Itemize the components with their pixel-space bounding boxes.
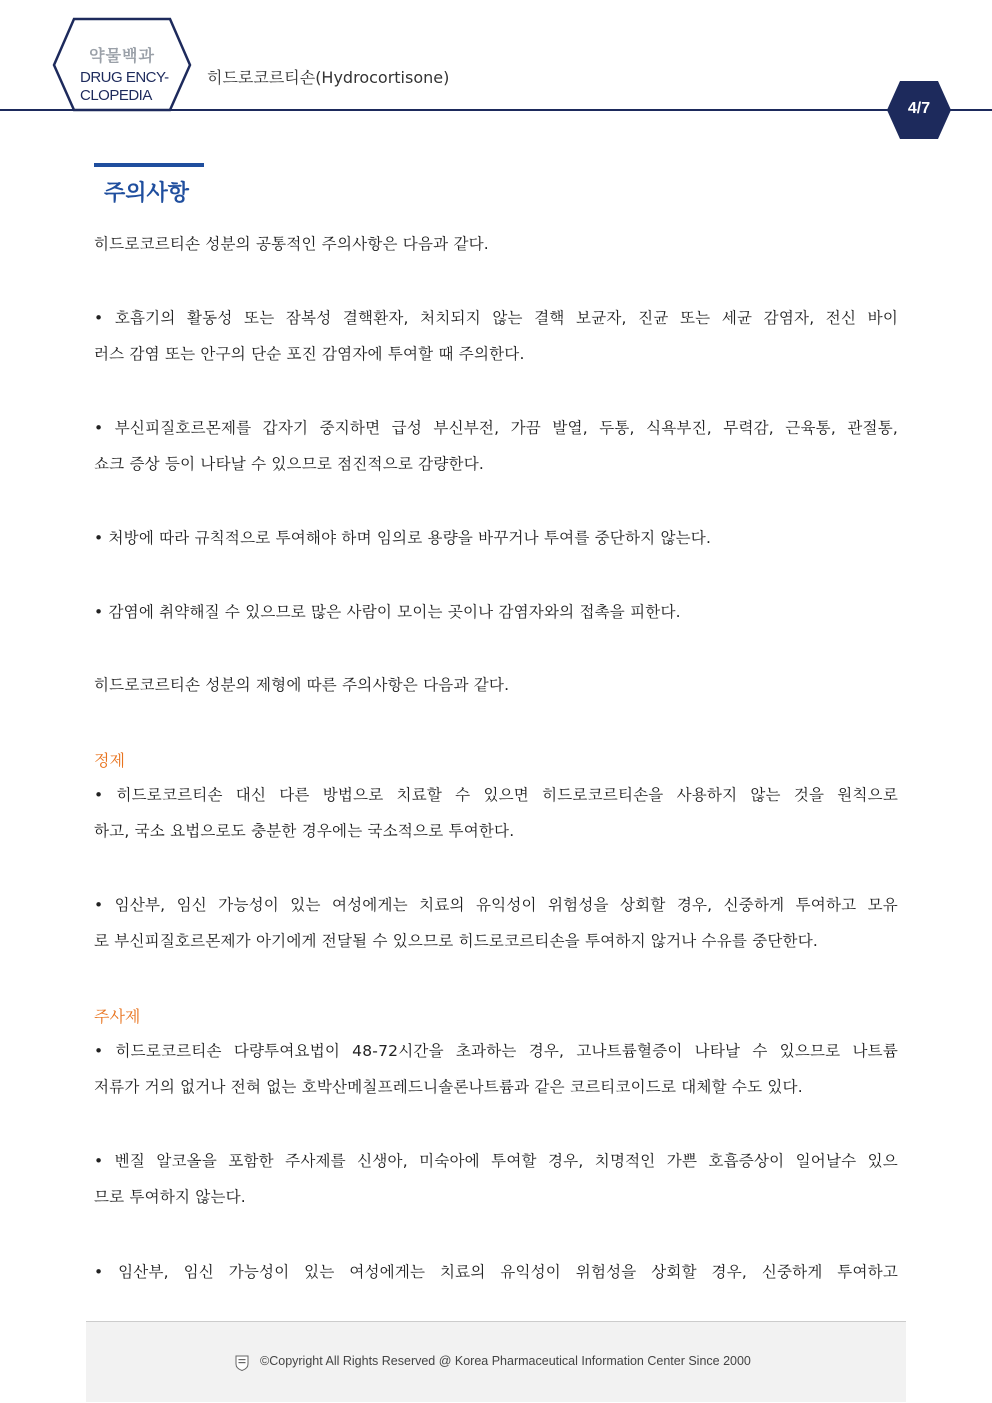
kpic-emblem-icon xyxy=(235,1355,249,1371)
document-title: 히드로코르티손(Hydrocortisone) xyxy=(207,68,450,87)
list-item xyxy=(94,1033,898,1105)
list-item xyxy=(94,594,898,630)
list-item-line: • 임산부, 임신 가능성이 있는 여성에게는 치료의 유익성이 위험성을 상회할 경우, 신중하게 투여하고 모유 xyxy=(94,896,898,914)
page-number: 4/7 xyxy=(907,100,931,117)
list-item-line: 쇼크 증상 등이 나타날 수 있으므로 점진적으로 감량한다. xyxy=(94,455,484,473)
section-title-bar xyxy=(94,163,204,167)
list-item xyxy=(94,887,898,959)
list-item-line: 므로 투여하지 않는다. xyxy=(94,1188,246,1206)
list-item xyxy=(94,1254,898,1290)
footer xyxy=(86,1321,906,1402)
section-title: 주의사항 xyxy=(104,181,190,206)
logo-english-line1: DRUG ENCY- xyxy=(80,69,169,86)
list-item-line: • 부신피질호르몬제를 갑자기 중지하면 급성 부신부전, 가끔 발열, 두통, 식욕부진, 무력감, 근육통, 관절통, xyxy=(94,419,898,437)
list-item xyxy=(94,1143,898,1215)
list-item-line: 하고, 국소 요법으로도 충분한 경우에는 국소적으로 투여한다. xyxy=(94,822,515,840)
list-item-line: 로 부신피질호르몬제가 아기에게 전달될 수 있으므로 히드로코르티손을 투여하지 않거나 수유를 중단한다. xyxy=(94,932,819,950)
list-item xyxy=(94,410,898,482)
common-intro: 히드로코르티손 성분의 공통적인 주의사항은 다음과 같다. xyxy=(94,235,489,253)
tablet-heading: 정제 xyxy=(94,751,125,770)
page-number-badge xyxy=(886,80,952,140)
drug-encyclopedia-logo xyxy=(52,17,192,113)
list-item-line: • 호흡기의 활동성 또는 잠복성 결핵환자, 처치되지 않는 결핵 보균자, 진균 또는 세균 감염자, 전신 바이 xyxy=(94,309,898,327)
list-item-line: • 감염에 취약해질 수 있으므로 많은 사람이 모이는 곳이나 감염자와의 접촉을 피한다. xyxy=(94,603,681,621)
list-item xyxy=(94,520,898,556)
list-item-line: • 벤질 알코올을 포함한 주사제를 신생아, 미숙아에 투여할 경우, 치명적인 가쁜 호흡증상이 일어날수 있으 xyxy=(94,1152,898,1170)
logo-english-text xyxy=(80,69,176,105)
list-item-line: • 히드로코르티손 대신 다른 방법으로 치료할 수 있으면 히드로코르티손을 사용하지 않는 것을 원칙으로 xyxy=(94,786,898,804)
list-item-line: 저류가 거의 없거나 전혀 없는 호박산메칠프레드니솔론나트륨과 같은 코르티코이드로 대체할 수도 있다. xyxy=(94,1078,803,1096)
injection-heading: 주사제 xyxy=(94,1007,141,1026)
list-item-line: 러스 감염 또는 안구의 단순 포진 감염자에 투여할 때 주의한다. xyxy=(94,345,525,363)
list-item xyxy=(94,777,898,849)
list-item xyxy=(94,300,898,372)
logo-korean-text: 약물백과 xyxy=(89,46,155,65)
list-item-line: • 임산부, 임신 가능성이 있는 여성에게는 치료의 유익성이 위험성을 상회할 경우, 신중하게 투여하고 xyxy=(94,1263,898,1281)
copyright-text: ©Copyright All Rights Reserved @ Korea Pharmaceutical Information Center Since 2000 xyxy=(260,1354,751,1368)
formulation-intro: 히드로코르티손 성분의 제형에 따른 주의사항은 다음과 같다. xyxy=(94,676,510,694)
list-item-line: • 히드로코르티손 다량투여요법이 48-72시간을 초과하는 경우, 고나트륨혈증이 나타날 수 있으므로 나트륨 xyxy=(94,1042,898,1060)
logo-english-line2: CLOPEDIA xyxy=(80,87,152,104)
list-item-line: • 처방에 따라 규칙적으로 투여해야 하며 임의로 용량을 바꾸거나 투여를 중단하지 않는다. xyxy=(94,529,712,547)
